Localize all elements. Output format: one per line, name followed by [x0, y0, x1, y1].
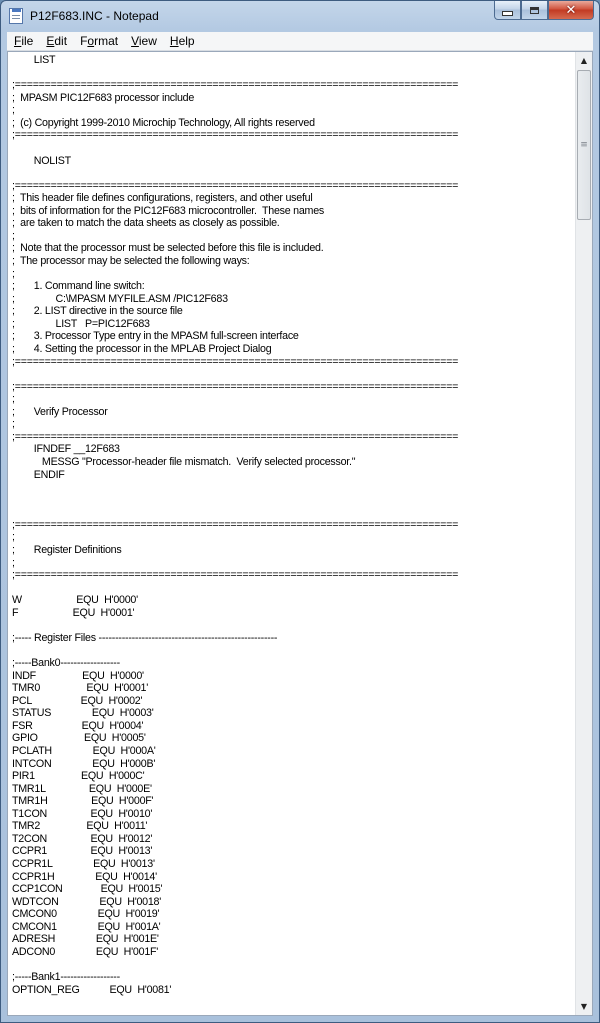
- text-line: ENDIF: [12, 468, 65, 481]
- text-editor[interactable]: [7, 51, 593, 1016]
- menu-bar: [7, 32, 593, 51]
- menu-view-label: iew: [138, 34, 157, 48]
- text-line: ;: [12, 556, 15, 569]
- text-line: ;==========================================================================: [12, 518, 459, 531]
- menu-format[interactable]: [73, 34, 124, 48]
- text-line: ;==========================================================================: [12, 129, 459, 142]
- text-line: TMR1L EQU H'000E': [12, 782, 152, 795]
- text-line: ;: [12, 418, 15, 431]
- text-line: TMR2 EQU H'0011': [12, 820, 148, 833]
- menu-view-mnemonic: V: [131, 34, 139, 48]
- menu-format-label: rmat: [94, 34, 119, 48]
- text-line: ; C:\MPASM MYFILE.ASM /PIC12F683: [12, 292, 228, 305]
- text-line: ;==========================================================================: [12, 569, 459, 582]
- text-line: [12, 582, 574, 595]
- text-line: ;==========================================================================: [12, 79, 459, 92]
- text-line: CCPR1H EQU H'0014': [12, 870, 157, 883]
- window-frame-bottom: [1, 1016, 599, 1022]
- menu-format-prefix: F: [80, 34, 88, 48]
- notepad-icon[interactable]: [9, 8, 23, 24]
- menu-edit-label: dit: [54, 34, 68, 48]
- text-line: ; Register Definitions: [12, 543, 122, 556]
- text-line: [12, 506, 574, 519]
- caption-buttons: [494, 1, 594, 21]
- scroll-up-button[interactable]: [576, 52, 592, 69]
- text-line: ; 1. Command line switch:: [12, 280, 145, 293]
- text-line: TMR1H EQU H'000F': [12, 795, 154, 808]
- minimize-button[interactable]: [494, 1, 521, 20]
- text-line: CCPR1L EQU H'0013': [12, 858, 155, 870]
- text-line: ; This header file defines configurations, registers, and other useful: [12, 192, 313, 205]
- text-line: ; Verify Processor: [12, 405, 108, 418]
- title-bar[interactable]: [1, 1, 599, 31]
- text-line: ;==========================================================================: [12, 355, 459, 368]
- text-line: ; The processor may be selected the following ways:: [12, 255, 250, 267]
- minimize-icon: [502, 11, 513, 16]
- text-line: ;: [12, 229, 15, 242]
- text-line: [12, 368, 574, 381]
- menu-edit[interactable]: [39, 34, 73, 48]
- text-line: ; bits of information for the PIC12F683 microcontroller. These names: [12, 204, 324, 217]
- text-line: ; 3. Processor Type entry in the MPASM full-screen interface: [12, 330, 299, 343]
- text-line: WDTCON EQU H'0018': [12, 895, 162, 908]
- text-line: NOLIST: [12, 154, 71, 167]
- maximize-button[interactable]: [521, 1, 548, 20]
- close-icon: ✕: [565, 2, 577, 18]
- text-line: [12, 644, 574, 657]
- text-line: ;----- Register Files ------------------------------------------------------: [12, 631, 278, 644]
- text-line: CCPR1 EQU H'0013': [12, 845, 153, 858]
- text-line: [12, 481, 574, 494]
- text-line: GPIO EQU H'0005': [12, 732, 146, 745]
- text-line: ;-----Bank0------------------: [12, 657, 120, 669]
- text-line: INDF EQU H'0000': [12, 669, 144, 682]
- text-line: F EQU H'0001': [12, 606, 135, 619]
- menu-help[interactable]: [163, 34, 201, 48]
- text-line: PCL EQU H'0002': [12, 694, 143, 707]
- text-line: PCLATH EQU H'000A': [12, 744, 156, 757]
- text-line: ;: [12, 104, 18, 117]
- text-line: CMCON1 EQU H'001A': [12, 920, 161, 933]
- text-line: ;==========================================================================: [12, 179, 459, 192]
- text-line: ;: [12, 393, 15, 406]
- menu-file-label: ile: [21, 34, 34, 48]
- text-line: [12, 494, 574, 507]
- text-line: T2CON EQU H'0012': [12, 832, 153, 845]
- text-line: ; LIST P=PIC12F683: [12, 317, 150, 330]
- text-line: FSR EQU H'0004': [12, 719, 144, 732]
- text-line: [12, 67, 574, 80]
- text-line: ;: [12, 267, 15, 280]
- text-line: CMCON0 EQU H'0019': [12, 908, 160, 921]
- grip-icon: ≡: [580, 139, 588, 150]
- text-line: CCP1CON EQU H'0015': [12, 883, 163, 896]
- text-line: [12, 959, 574, 972]
- arrow-down-icon: ▼: [580, 1002, 588, 1011]
- text-line: W EQU H'0000': [12, 594, 138, 607]
- maximize-icon: [530, 7, 539, 14]
- menu-file-mnemonic: F: [14, 34, 22, 48]
- text-line: ; 4. Setting the processor in the MPLAB Project Dialog: [12, 342, 272, 355]
- document-text[interactable]: [12, 54, 574, 1014]
- text-line: ADCON0 EQU H'001F': [12, 945, 159, 958]
- scroll-down-button[interactable]: [576, 998, 592, 1015]
- text-line: INTCON EQU H'000B': [12, 757, 156, 770]
- menu-edit-mnemonic: E: [46, 34, 55, 48]
- vertical-scrollbar[interactable]: [575, 52, 592, 1015]
- text-line: ; 2. LIST directive in the source file: [12, 305, 183, 318]
- text-line: ;==========================================================================: [12, 380, 459, 393]
- text-line: ;: [12, 531, 15, 544]
- text-line: OPTION_REG EQU H'0081': [12, 983, 172, 996]
- close-button[interactable]: [548, 1, 594, 20]
- text-line: MESSG "Processor-header file mismatch. Verify selected processor.": [12, 456, 356, 468]
- text-line: LIST: [12, 54, 56, 66]
- menu-help-mnemonic: H: [169, 34, 179, 48]
- text-line: ;==========================================================================: [12, 430, 459, 443]
- text-line: ADRESH EQU H'001E': [12, 933, 159, 946]
- window-title: P12F683.INC - Notepad: [30, 9, 159, 23]
- arrow-up-icon: ▲: [580, 56, 588, 65]
- text-line: [12, 142, 574, 155]
- text-line: PIR1 EQU H'000C': [12, 770, 145, 783]
- text-line: TMR0 EQU H'0001': [12, 682, 148, 695]
- menu-help-label: elp: [178, 34, 195, 48]
- text-line: [12, 619, 574, 632]
- text-line: ; are taken to match the data sheets as closely as possible.: [12, 217, 280, 230]
- text-line: [12, 167, 574, 180]
- menu-view[interactable]: [124, 34, 163, 48]
- text-line: ; Note that the processor must be selected before this file is included.: [12, 242, 324, 255]
- text-line: ; MPASM PIC12F683 processor include: [12, 91, 195, 104]
- text-line: IFNDEF __12F683: [12, 443, 120, 456]
- text-line: T1CON EQU H'0010': [12, 807, 153, 820]
- scroll-thumb[interactable]: [577, 70, 591, 220]
- menu-format-mnemonic: o: [87, 34, 95, 48]
- text-line: ; (c) Copyright 1999-2010 Microchip Technology, All rights reserved: [12, 116, 315, 129]
- text-line: STATUS EQU H'0003': [12, 707, 154, 720]
- menu-file[interactable]: [7, 34, 39, 48]
- text-line: ;-----Bank1------------------: [12, 971, 120, 984]
